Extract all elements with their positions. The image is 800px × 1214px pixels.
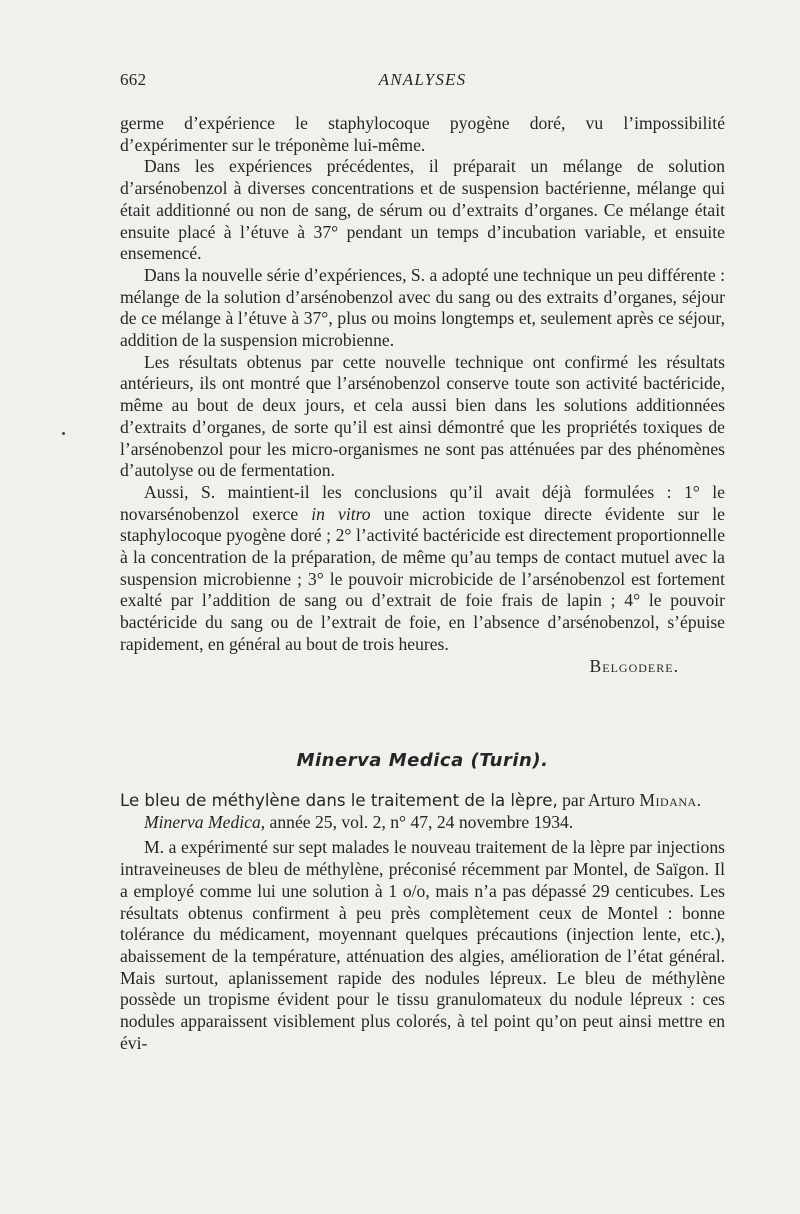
article-citation <box>120 812 725 834</box>
review-body <box>120 113 725 677</box>
in-vitro-term: in vitro <box>311 503 371 524</box>
article-body: M. a expérimenté sur sept malades le nouveau traitement de la lèpre par injections intraveineuses de bleu de méthylène, préconisé récemment par Montel, de Saïgon. Il a employé comme lui une solution à 1 o/o, mais n’a pas dépassé 29 centicubes. Les résultats obtenus confirment à peu près complètement ceux de Montel : bonne tolérance du médicament, moyennant quelques précautions (injection lente, etc.), abaissement de la température, atténuation des algies, amélioration de l’état général. Mais surtout, aplanissement rapide des nodules lépreux. Le bleu de méthylène possède un tropisme évident pour le tissu granulomateux du nodule lépreux : ces nodules apparaissent visiblement plus colorés, à tel point qu’on peut ainsi mettre en évi- <box>120 837 725 1053</box>
paragraph-3: Dans la nouvelle série d’expériences, S. a adopté une technique un peu différente : mélange de la solution d’arsénobenzol avec du sang ou des extraits d’organes, séjour de ce mélange à l’étuve à 37°, plus ou moins longtemps et, seulement après ce séjour, addition de la suspension microbienne. <box>120 264 725 351</box>
paragraph-2: Dans les expériences précédentes, il préparait un mélange de solution d’arsénobenzol à diverses concentrations et de suspension bactérienne, mélange qui était additionné ou non de sang, de sérum ou d’extraits d’organes. Ce mélange était ensuite placé à l’étuve à 37° pendant un temps d’incubation variable, et ensuite ensemencé. <box>120 156 725 264</box>
author-lead: par Arturo <box>557 790 640 810</box>
paragraph-1: germe d’expérience le staphylocoque pyogène doré, vu l’impossibilité d’expérimenter sur le tréponème lui-même. <box>120 113 725 155</box>
article-heading <box>120 790 725 812</box>
paragraph-4: Les résultats obtenus par cette nouvelle technique ont confirmé les résultats antérieurs, ils ont montré que l’arsénobenzol conserve toute son activité bactéricide, même au bout de deux jours, et cela aussi bien dans les solutions additionnées d’extraits d’organes, de sorte qu’il est ainsi démontré que les propriétés toxiques de l’arsénobenzol pour les micro-organismes ne sont pas atténuées par des phénomènes d’autolyse ou de fermentation. <box>120 351 725 481</box>
paragraph-5-part-a: Aussi, S. maintient-il les conclusions qu’il avait déjà formulées : 1° le novarsénobenzol exerce <box>120 481 725 524</box>
margin-speck <box>62 432 65 435</box>
section-heading: Minerva Medica (Turin). <box>296 750 549 771</box>
reviewer-signature: Belgodere. <box>589 655 679 676</box>
page-header <box>120 70 725 94</box>
journal-name: Minerva Medica, <box>144 811 266 832</box>
article-title: Le bleu de méthylène dans le traitement de la lèpre, <box>120 791 558 810</box>
article-entry <box>120 790 725 1054</box>
paragraph-5 <box>120 482 725 656</box>
page-number: 662 <box>120 70 147 89</box>
running-title: ANALYSES <box>378 70 467 89</box>
author-name: Midana. <box>639 790 702 810</box>
paragraph-5-part-b: une action toxique directe évidente sur le staphylocoque pyogène doré ; 2° l’activité bactéricide est directement proportionnelle à la concentration de la préparation, de même qu’au temps de contact mutuel avec la suspension microbienne ; 3° le pouvoir microbicide de l’arsénobenzol est fortement exalté par l’addition de sang ou d’extrait de foie frais de lapin ; 4° le pouvoir bactéricide du sang ou de l’extrait de foie, en l’absence d’arsénobenzol, s’épuise rapidement, en général au bout de trois heures. <box>120 503 725 654</box>
citation-details: année 25, vol. 2, n° 47, 24 novembre 1934. <box>265 811 574 832</box>
